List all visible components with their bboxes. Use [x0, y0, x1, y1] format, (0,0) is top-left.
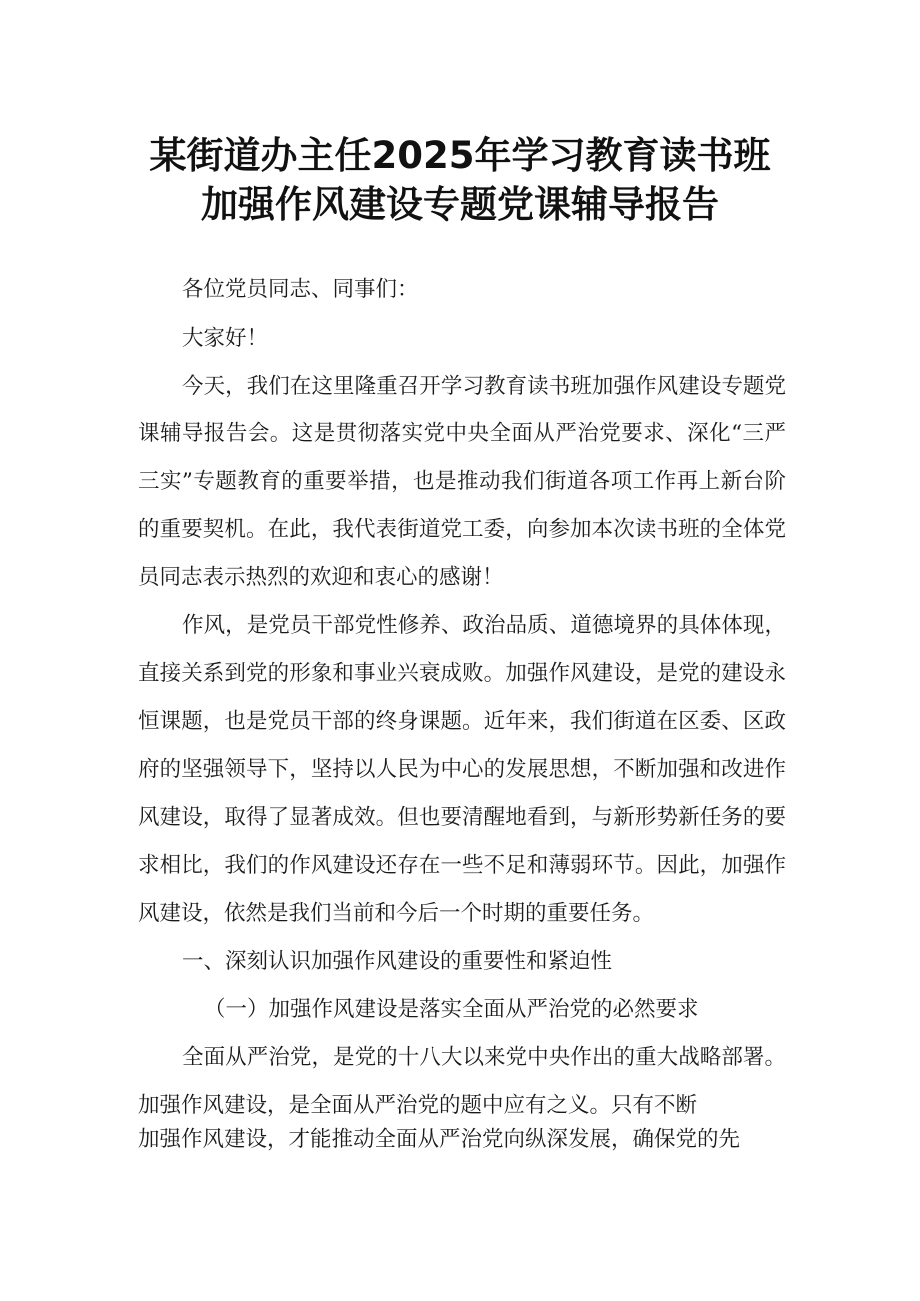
document-title-line-1: 某街道办主任2025年学习教育读书班: [149, 134, 771, 177]
paragraph-1-line: 的重要契机。在此，我代表街道党工委，向参加本次读书班的全体党: [138, 517, 786, 542]
greeting: 大家好！: [182, 326, 269, 351]
paragraph-1-line: 员同志表示热烈的欢迎和衷心的感谢！: [138, 565, 504, 590]
paragraph-2-line: 求相比，我们的作风建设还存在一些不足和薄弱环节。因此，加强作: [138, 853, 786, 878]
document-title-line-2: 加强作风建设专题党课辅导报告: [201, 183, 719, 226]
paragraph-2-line: 恒课题，也是党员干部的终身课题。近年来，我们街道在区委、区政: [138, 709, 786, 734]
paragraph-2-line: 作风，是党员干部党性修养、政治品质、道德境界的具体体现，: [182, 613, 786, 638]
section-heading-1: 一、深刻认识加强作风建设的重要性和紧迫性: [182, 949, 613, 974]
paragraph-2-line: 府的坚强领导下，坚持以人民为中心的发展思想，不断加强和改进作: [138, 757, 786, 782]
paragraph-2-line: 风建设，取得了显著成效。但也要清醒地看到，与新形势新任务的要: [138, 805, 786, 830]
paragraph-2-line: 风建设，依然是我们当前和今后一个时期的重要任务。: [138, 901, 655, 926]
paragraph-3-line: 加强作风建设，是全面从严治党的题中应有之义。只有不断: [138, 1093, 698, 1118]
paragraph-3-line: 加强作风建设，才能推动全面从严治党向纵深发展，确保党的先: [138, 1127, 741, 1152]
paragraph-1-line: 今天，我们在这里隆重召开学习教育读书班加强作风建设专题党: [182, 374, 786, 399]
paragraph-3-line: 全面从严治党，是党的十八大以来党中央作出的重大战略部署。: [182, 1045, 786, 1070]
salutation: 各位党员同志、同事们：: [182, 277, 419, 302]
paragraph-1-line: 课辅导报告会。这是贯彻落实党中央全面从严治党要求、深化“三严: [138, 421, 786, 446]
subsection-heading-1: （一）加强作风建设是落实全面从严治党的必然要求: [204, 997, 699, 1022]
paragraph-2-line: 直接关系到党的形象和事业兴衰成败。加强作风建设，是党的建设永: [138, 661, 786, 686]
paragraph-1-line: 三实”专题教育的重要举措，也是推动我们街道各项工作再上新台阶: [138, 469, 786, 494]
